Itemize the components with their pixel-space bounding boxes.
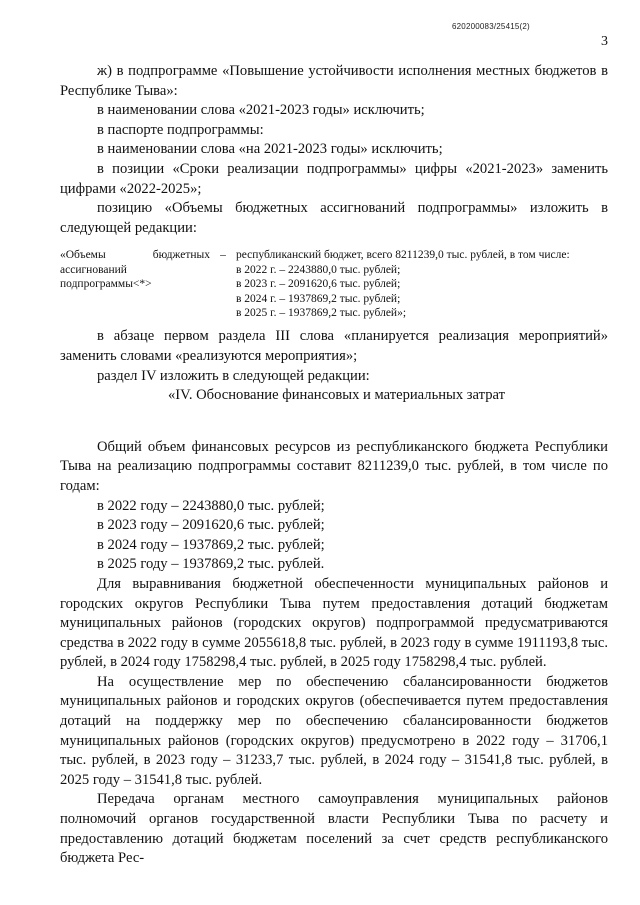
section-heading: «IV. Обоснование финансовых и материальных затрат xyxy=(168,387,505,404)
paragraph-total-volume: Общий объем финансовых ресурсов из республиканского бюджета Республики Тыва на реализацию подпрограммы составит 8211239,0 тыс. рублей, в том числе по годам: xyxy=(60,438,608,494)
document-body xyxy=(60,62,608,869)
table-year-line: в 2024 г. – 1937869,2 тыс. рублей; xyxy=(236,292,401,305)
table-dash: – xyxy=(220,249,226,262)
paragraph-passport-name: в наименовании слова «на 2021-2023 годы» исключить; xyxy=(97,141,443,158)
table-left-cell: «Объемы бюджетных ассигнований подпрограммы<*> xyxy=(60,249,210,291)
paragraph-volumes: позицию «Объемы бюджетных ассигнований подпрограммы» изложить в следующей редакции: xyxy=(60,200,608,236)
paragraph-section-iv-intro: раздел IV изложить в следующей редакции: xyxy=(97,367,370,384)
table-year-line: в 2022 г. – 2243880,0 тыс. рублей; xyxy=(236,263,401,276)
paragraph-terms: в позиции «Сроки реализации подпрограммы» цифры «2021-2023» заменить цифрами «2022-2025»; xyxy=(60,160,608,197)
table-year-line: в 2025 г. – 1937869,2 тыс. рублей»; xyxy=(236,306,407,319)
year-line: в 2023 году – 2091620,6 тыс. рублей; xyxy=(97,517,325,534)
paragraph-equalization: Для выравнивания бюджетной обеспеченности муниципальных районов и городских округов Республики Тыва путем предоставления дотаций бюджетам муниципальных районов (городских округов) подпрограммой предусматриваются средства в 2022 году в сумме 2055618,8 тыс. рублей, в 2023 году в сумме 1911193,8 тыс. рублей, в 2024 году 1758298,4 тыс. рублей, в 2025 году 1758298,4 тыс. рублей. xyxy=(60,575,608,671)
year-line: в 2022 году – 2243880,0 тыс. рублей; xyxy=(97,497,325,514)
paragraph-section-iii: в абзаце первом раздела III слова «планируется реализация мероприятий» заменить словами «реализуются мероприятия»; xyxy=(60,328,608,364)
year-line: в 2025 году – 1937869,2 тыс. рублей. xyxy=(97,556,325,573)
year-line: в 2024 году – 1937869,2 тыс. рублей; xyxy=(97,536,325,553)
passport-table xyxy=(60,248,608,320)
table-right-cell xyxy=(236,248,598,320)
paragraph-transfer: Передача органам местного самоуправления муниципальных районов полномочий органов государственной власти Республики Тыва по расчету и предоставлению дотаций бюджетам поселений за счет средств республиканского бюджета Рес- xyxy=(60,791,608,867)
paragraph-passport: в паспорте подпрограммы: xyxy=(97,121,264,138)
table-total-line: республиканский бюджет, всего 8211239,0 тыс. рублей, в том числе: xyxy=(236,249,570,262)
table-year-line: в 2023 г. – 2091620,6 тыс. рублей; xyxy=(236,278,401,291)
paragraph-name-change: в наименовании слова «2021-2023 годы» исключить; xyxy=(97,102,425,119)
page-number: 3 xyxy=(601,34,608,49)
document-code: 620200083/25415(2) xyxy=(452,22,530,31)
paragraph-balance: На осуществление мер по обеспечению сбалансированности бюджетов муниципальных районов и городских округов (обеспечивается путем предоставления дотаций на поддержку мер по обеспечению сбалансированности бюджетов муниципальных районов (городских округов) предусмотрено в 2022 году – 31706,1 тыс. рублей, в 2023 году – 31233,7 тыс. рублей, в 2024 году – 31541,8 тыс. рублей, в 2025 году – 31541,8 тыс. рублей. xyxy=(60,673,608,788)
paragraph-subprogram-intro: ж) в подпрограмме «Повышение устойчивости исполнения местных бюджетов в Республике Тыва»: xyxy=(60,63,608,99)
